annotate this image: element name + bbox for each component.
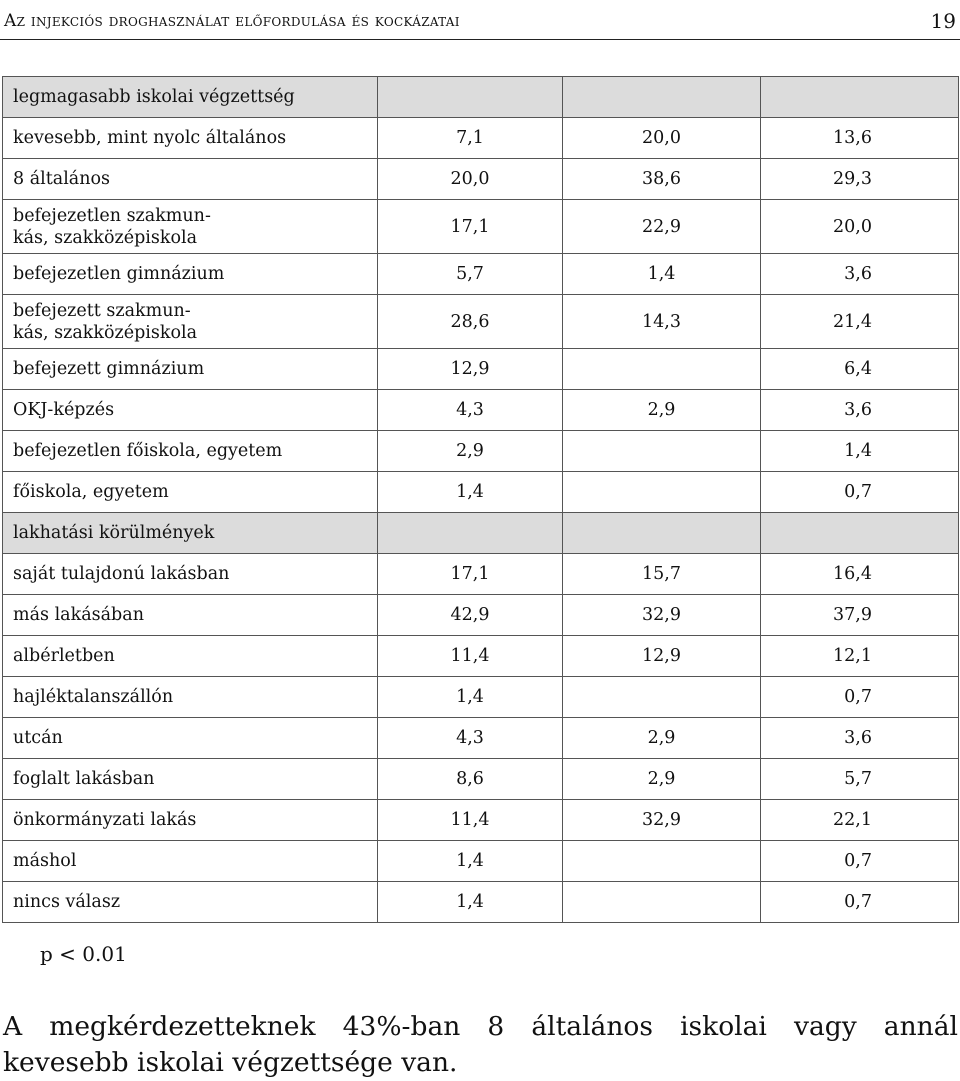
value-cell-1: 4,3 <box>378 390 563 431</box>
section-empty-cell <box>378 77 563 118</box>
value-cell-3: 3,6 <box>761 390 959 431</box>
value-cell-1: 11,4 <box>378 636 563 677</box>
value-cell-3: 16,4 <box>761 554 959 595</box>
section-header-row <box>3 513 959 554</box>
table-row <box>3 431 959 472</box>
row-label: befejezetlen főiskola, egyetem <box>3 431 378 472</box>
row-label: 8 általános <box>3 159 378 200</box>
table-row <box>3 554 959 595</box>
value-cell-2 <box>563 841 761 882</box>
value-cell-3: 13,6 <box>761 118 959 159</box>
row-label-line1: befejezett szakmun- <box>13 300 191 321</box>
value-cell-1: 2,9 <box>378 431 563 472</box>
value-cell-2 <box>563 472 761 513</box>
value-cell-2 <box>563 677 761 718</box>
row-label <box>3 200 378 254</box>
table-row <box>3 349 959 390</box>
row-label: nincs válasz <box>3 882 378 923</box>
row-label: hajléktalanszállón <box>3 677 378 718</box>
row-label: kevesebb, mint nyolc általános <box>3 118 378 159</box>
value-cell-3: 21,4 <box>761 295 959 349</box>
value-cell-3: 37,9 <box>761 595 959 636</box>
value-cell-3: 0,7 <box>761 841 959 882</box>
value-cell-3: 3,6 <box>761 254 959 295</box>
value-cell-3: 20,0 <box>761 200 959 254</box>
p-value-note: p < 0.01 <box>40 942 127 966</box>
value-cell-3: 5,7 <box>761 759 959 800</box>
table-row <box>3 636 959 677</box>
row-label: befejezetlen gimnázium <box>3 254 378 295</box>
row-label: befejezett gimnázium <box>3 349 378 390</box>
page-number: 19 <box>930 9 956 33</box>
table-row <box>3 800 959 841</box>
table-row <box>3 254 959 295</box>
section-empty-cell <box>761 513 959 554</box>
value-cell-3: 29,3 <box>761 159 959 200</box>
value-cell-3: 22,1 <box>761 800 959 841</box>
value-cell-1: 1,4 <box>378 841 563 882</box>
value-cell-1: 12,9 <box>378 349 563 390</box>
table-row <box>3 595 959 636</box>
value-cell-3: 3,6 <box>761 718 959 759</box>
table-row <box>3 118 959 159</box>
value-cell-1: 42,9 <box>378 595 563 636</box>
value-cell-2: 14,3 <box>563 295 761 349</box>
table-row <box>3 759 959 800</box>
value-cell-3: 6,4 <box>761 349 959 390</box>
value-cell-1: 7,1 <box>378 118 563 159</box>
value-cell-2 <box>563 882 761 923</box>
section-empty-cell <box>563 513 761 554</box>
value-cell-2: 12,9 <box>563 636 761 677</box>
value-cell-3: 0,7 <box>761 472 959 513</box>
value-cell-2 <box>563 349 761 390</box>
value-cell-3: 0,7 <box>761 882 959 923</box>
table-row <box>3 718 959 759</box>
row-label-line2: kás, szakközépiskola <box>13 227 198 248</box>
value-cell-1: 8,6 <box>378 759 563 800</box>
value-cell-2: 38,6 <box>563 159 761 200</box>
table-row <box>3 200 959 254</box>
value-cell-2: 2,9 <box>563 759 761 800</box>
section-empty-cell <box>378 513 563 554</box>
value-cell-3: 12,1 <box>761 636 959 677</box>
value-cell-2: 2,9 <box>563 390 761 431</box>
section-empty-cell <box>563 77 761 118</box>
page-header <box>0 0 960 40</box>
summary-paragraph: A megkérdezetteknek 43%-ban 8 általános iskolai vagy annál kevesebb iskolai végzettsége van. <box>3 1011 958 1078</box>
table-row <box>3 159 959 200</box>
value-cell-1: 17,1 <box>378 554 563 595</box>
row-label: utcán <box>3 718 378 759</box>
value-cell-2: 15,7 <box>563 554 761 595</box>
value-cell-1: 1,4 <box>378 472 563 513</box>
table-row <box>3 295 959 349</box>
value-cell-1: 20,0 <box>378 159 563 200</box>
row-label-line1: befejezetlen szakmun- <box>13 205 211 226</box>
value-cell-2 <box>563 431 761 472</box>
row-label: főiskola, egyetem <box>3 472 378 513</box>
value-cell-3: 1,4 <box>761 431 959 472</box>
row-label: OKJ-képzés <box>3 390 378 431</box>
table-row <box>3 677 959 718</box>
row-label <box>3 295 378 349</box>
row-label: foglalt lakásban <box>3 759 378 800</box>
section-header-row <box>3 77 959 118</box>
value-cell-1: 5,7 <box>378 254 563 295</box>
row-label: albérletben <box>3 636 378 677</box>
data-table <box>2 76 959 923</box>
value-cell-1: 1,4 <box>378 882 563 923</box>
section-empty-cell <box>761 77 959 118</box>
value-cell-2: 32,9 <box>563 800 761 841</box>
row-label: önkormányzati lakás <box>3 800 378 841</box>
section-label: lakhatási körülmények <box>3 513 378 554</box>
value-cell-2: 20,0 <box>563 118 761 159</box>
value-cell-1: 28,6 <box>378 295 563 349</box>
value-cell-2: 2,9 <box>563 718 761 759</box>
value-cell-1: 4,3 <box>378 718 563 759</box>
value-cell-1: 17,1 <box>378 200 563 254</box>
value-cell-2: 22,9 <box>563 200 761 254</box>
row-label-line2: kás, szakközépiskola <box>13 322 198 343</box>
table-body <box>3 77 959 923</box>
row-label: más lakásában <box>3 595 378 636</box>
row-label: máshol <box>3 841 378 882</box>
table-row <box>3 472 959 513</box>
row-label: saját tulajdonú lakásban <box>3 554 378 595</box>
table-row <box>3 390 959 431</box>
table-row <box>3 882 959 923</box>
section-label: legmagasabb iskolai végzettség <box>3 77 378 118</box>
value-cell-1: 11,4 <box>378 800 563 841</box>
value-cell-3: 0,7 <box>761 677 959 718</box>
value-cell-2: 1,4 <box>563 254 761 295</box>
table-row <box>3 841 959 882</box>
value-cell-2: 32,9 <box>563 595 761 636</box>
value-cell-1: 1,4 <box>378 677 563 718</box>
running-title: Az injekciós droghasználat előfordulása és kockázatai <box>4 11 460 31</box>
